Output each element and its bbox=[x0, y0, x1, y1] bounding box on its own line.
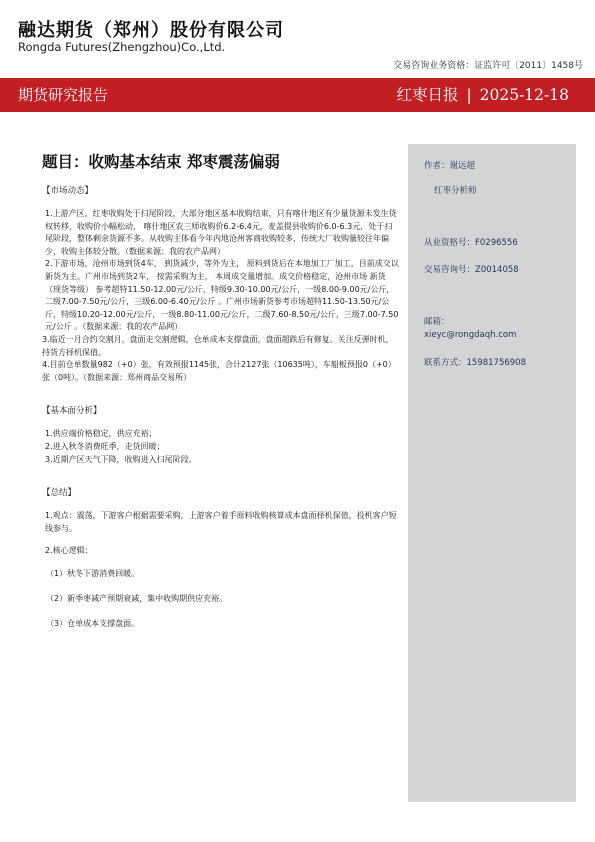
logic-head: 2.核心逻辑： bbox=[45, 546, 93, 556]
consult-number: 交易咨询号：Z0014058 bbox=[424, 265, 519, 275]
market-paragraph: 1.上游产区，红枣收购处于扫尾阶段，大部分地区基本收购结束，只有喀什地区有少量货源未发生货权转移，收购价小幅松动， 喀什地区农三师收购价6.2-6.4元，麦盖提县收购价6.0-6.3元，处于扫尾阶段，整体剩余货源不多。从收购主体看今年内地沧州客商收购较多，传统大厂收购量较往年偏少，收购主体较分散。（数据来源：我的农产品网） bbox=[45, 209, 397, 256]
report-date: 2025-12-18 bbox=[479, 86, 569, 104]
market-paragraph: 2.下游市场，沧州市场到货4车， 到货减少，等外为主， 原料到货后在本地加工厂加工，目前成交以新货为主。广州市场到货2车， 按需采购为主， 本周成交量增加。成交价格稳定，沧州市场 新货 （现货等级） 参考超特11.50-12.00元/公斤，特级9.30-10.00元/公斤，一级8.00-9.00元/公斤，二级7.00-7.50元/公斤，三级6.00-6.40元/公斤 。广州市场新货参考市场超特11.50-13.50元/公斤，特级10.20-12.00元/公斤，一级8.80-11.00元/公斤，二级7.60-8.50元/公斤，三级7.00-7.50元/公斤 。（数据来源：我的农产品网） bbox=[45, 259, 399, 332]
banner-report-info bbox=[397, 83, 570, 105]
report-banner bbox=[0, 78, 595, 112]
company-name-en: Rongda Futures(Zhengzhou)Co.,Ltd. bbox=[18, 40, 226, 54]
fundamental-item: 2.进入秋冬消费旺季，走货回暖； bbox=[45, 441, 165, 451]
logic-item: （3）仓单成本支撑盘面。 bbox=[46, 618, 140, 628]
company-name-cn: 融达期货（郑州）股份有限公司 bbox=[18, 20, 284, 41]
section-summary-head: 【总结】 bbox=[42, 488, 77, 499]
banner-separator: | bbox=[466, 86, 472, 104]
report-title: 题目：收购基本结束 郑枣震荡偏弱 bbox=[42, 153, 280, 171]
fundamental-item: 1.供应端价格稳定，供应充裕； bbox=[45, 429, 157, 439]
section-market-head: 【市场动态】 bbox=[42, 186, 94, 196]
market-paragraph: 3.临近一月合约交割月，盘面走交割逻辑，仓单成本支撑盘面，盘面超跌后有修复。关注反弹时机，持货方择机保值。 bbox=[42, 334, 394, 357]
summary-viewpoint: 1.观点：震荡，下游客户根据需要采购，上游客户着手原料收购核算成本盘面择机保值，投机客户短线参与。 bbox=[45, 511, 397, 533]
author-sidebar bbox=[408, 144, 576, 802]
report-type: 红枣日报 bbox=[396, 86, 459, 104]
banner-category: 期货研究报告 bbox=[18, 86, 109, 104]
report-body bbox=[42, 150, 400, 643]
license-info: 交易咨询业务资格：证监许可〔2011〕1458号 bbox=[393, 61, 583, 71]
author-role: 红枣分析师 bbox=[434, 186, 477, 196]
market-paragraph: 4.目前仓单数量982（+0）张，有效预报1145张，合计2127张（10635吨），车船板预报0（+0）张（0吨）。（数据来源：郑州商品交易所） bbox=[42, 360, 396, 382]
email-address[interactable]: xieyc@rongdaqh.com bbox=[424, 330, 517, 340]
logic-item: （1）秋冬下游消费回暖。 bbox=[46, 568, 140, 578]
fundamental-item: 3.近期产区天气下降，收购进入扫尾阶段。 bbox=[45, 454, 197, 464]
email-label: 邮箱： bbox=[424, 317, 450, 327]
section-fundamental-head: 【基本面分析】 bbox=[42, 406, 102, 417]
author-name: 作者：谢远超 bbox=[424, 161, 476, 171]
contact-phone: 联系方式：15981756908 bbox=[424, 358, 526, 368]
logic-item: （2）新季枣减产预期衰减，集中收购期供应充裕。 bbox=[46, 593, 228, 603]
qualification-number: 从业资格号：F0296556 bbox=[424, 238, 518, 248]
